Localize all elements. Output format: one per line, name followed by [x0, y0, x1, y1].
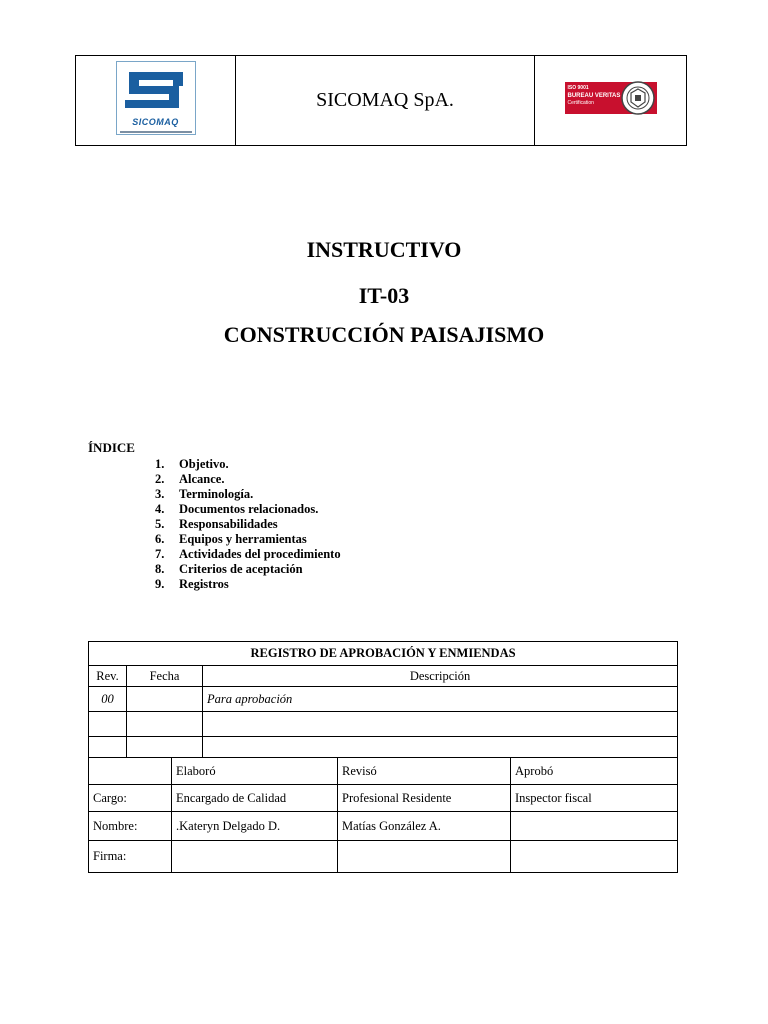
- reviso-header: Revisó: [338, 758, 511, 785]
- cargo-aprobo: Inspector fiscal: [511, 785, 678, 812]
- index-item: [155, 562, 341, 577]
- cert-line3: Certification: [567, 100, 594, 106]
- index-item: [155, 502, 341, 517]
- seal-icon: [620, 78, 656, 118]
- index-item-number: 5.: [155, 517, 165, 531]
- index-item-number: 8.: [155, 562, 165, 576]
- cargo-reviso: Profesional Residente: [338, 785, 511, 812]
- nombre-elaboro: .Kateryn Delgado D.: [172, 812, 338, 841]
- descripcion-column-header: Descripción: [203, 666, 678, 687]
- header-table: [75, 55, 687, 146]
- rev-column-header: Rev.: [89, 666, 127, 687]
- index-item-label: Criterios de aceptación: [179, 562, 303, 576]
- firma-aprobo: [511, 841, 678, 873]
- aprobo-header: Aprobó: [511, 758, 678, 785]
- doc-subject-title: CONSTRUCCIÓN PAISAJISMO: [223, 322, 545, 347]
- firma-elaboro: [172, 841, 338, 873]
- index-item: [155, 472, 341, 487]
- index-item-label: Responsabilidades: [179, 517, 278, 531]
- index-item-label: Objetivo.: [179, 457, 229, 471]
- index-list: [155, 457, 341, 592]
- index-item: [155, 547, 341, 562]
- firma-reviso: [338, 841, 511, 873]
- index-item-label: Documentos relacionados.: [179, 502, 319, 516]
- index-item: [155, 487, 341, 502]
- nombre-reviso: Matías González A.: [338, 812, 511, 841]
- fecha-cell: [127, 687, 203, 712]
- cargo-elaboro: Encargado de Calidad: [172, 785, 338, 812]
- doc-type-title: INSTRUCTIVO: [306, 237, 462, 262]
- index-item-label: Actividades del procedimiento: [179, 547, 341, 561]
- doc-code-title: IT-03: [358, 283, 410, 308]
- index-item-number: 4.: [155, 502, 165, 516]
- rev-cell-empty: [89, 712, 127, 737]
- index-item-number: 7.: [155, 547, 165, 561]
- header-cert-cell: [535, 56, 687, 146]
- nombre-label: Nombre:: [89, 812, 172, 841]
- cert-line1: ISO 9001: [567, 85, 589, 91]
- index-item-label: Equipos y herramientas: [179, 532, 307, 546]
- index-heading: ÍNDICE: [88, 440, 135, 455]
- fecha-column-header: Fecha: [127, 666, 203, 687]
- nombre-aprobo: [511, 812, 678, 841]
- approval-table: [88, 641, 678, 873]
- signature-corner-cell: [89, 758, 172, 785]
- index-item-label: Registros: [179, 577, 229, 591]
- index-item-number: 6.: [155, 532, 165, 546]
- index-item-number: 1.: [155, 457, 165, 471]
- cargo-label: Cargo:: [89, 785, 172, 812]
- rev-cell: 00: [89, 687, 127, 712]
- fecha-cell-empty: [127, 737, 203, 758]
- logo-underline: [120, 131, 192, 133]
- index-item-label: Terminología.: [179, 487, 254, 501]
- index-item: [155, 577, 341, 592]
- descripcion-cell-empty: [203, 712, 678, 737]
- firma-label: Firma:: [89, 841, 172, 873]
- index-item-number: 9.: [155, 577, 165, 591]
- index-item: [155, 517, 341, 532]
- elaboro-header: Elaboró: [172, 758, 338, 785]
- bureau-veritas-logo: [565, 78, 657, 118]
- rev-cell-empty: [89, 737, 127, 758]
- logo-text: SICOMAQ: [132, 117, 179, 127]
- index-item: [155, 457, 341, 472]
- index-item-number: 3.: [155, 487, 165, 501]
- fecha-cell-empty: [127, 712, 203, 737]
- company-name: SICOMAQ SpA.: [236, 56, 535, 146]
- index-item-label: Alcance.: [179, 472, 225, 486]
- index-item: [155, 532, 341, 547]
- descripcion-cell-empty: [203, 737, 678, 758]
- header-logo-cell: [76, 56, 236, 146]
- sicomaq-logo: [116, 61, 196, 135]
- approval-table-title: REGISTRO DE APROBACIÓN Y ENMIENDAS: [89, 642, 678, 666]
- descripcion-cell: Para aprobación: [203, 687, 678, 712]
- cert-line2: BUREAU VERITAS: [567, 93, 621, 99]
- index-item-number: 2.: [155, 472, 165, 486]
